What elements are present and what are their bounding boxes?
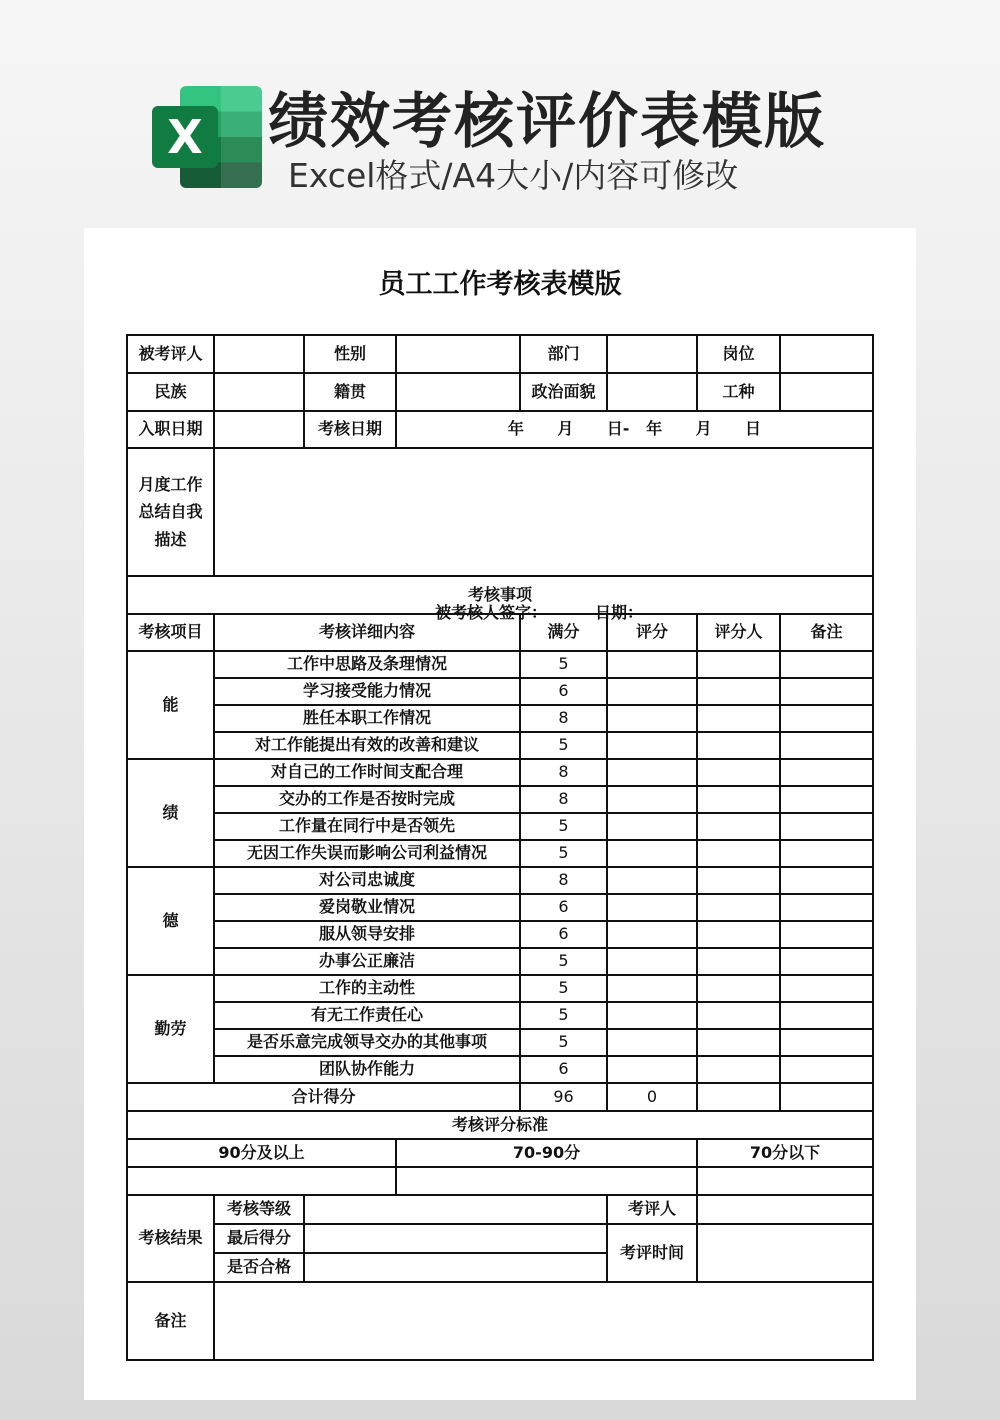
criteria-score[interactable] — [607, 975, 697, 1002]
criteria-scorer[interactable] — [697, 948, 780, 975]
criteria-group-label: 勤劳 — [127, 975, 214, 1083]
value-reviewer[interactable] — [697, 1195, 873, 1224]
criteria-row — [127, 867, 873, 894]
criteria-scorer[interactable] — [697, 975, 780, 1002]
standard-low: 70分以下 — [697, 1139, 873, 1167]
value-political-status[interactable] — [607, 373, 697, 411]
date-year-end: 年 — [646, 419, 663, 439]
criteria-full-score: 6 — [520, 921, 607, 948]
label-review-date: 考核日期 — [304, 411, 396, 448]
criteria-row — [127, 705, 873, 732]
label-political-status: 政治面貌 — [520, 373, 607, 411]
total-score: 0 — [607, 1083, 697, 1111]
label-hire-date: 入职日期 — [127, 411, 214, 448]
criteria-remark[interactable] — [780, 1056, 873, 1083]
criteria-full-score: 5 — [520, 840, 607, 867]
criteria-scorer[interactable] — [697, 921, 780, 948]
col-detail: 考核详细内容 — [214, 614, 520, 651]
criteria-detail: 交办的工作是否按时完成 — [214, 786, 520, 813]
items-header: 考核事项 — [127, 576, 873, 614]
criteria-full-score: 6 — [520, 678, 607, 705]
value-department[interactable] — [607, 335, 697, 373]
criteria-detail: 无因工作失误而影响公司利益情况 — [214, 840, 520, 867]
result-row-2 — [127, 1224, 873, 1253]
label-grade: 考核等级 — [214, 1195, 304, 1224]
criteria-scorer[interactable] — [697, 840, 780, 867]
date-year-start: 年 — [507, 419, 524, 439]
criteria-row — [127, 813, 873, 840]
criteria-remark[interactable] — [780, 840, 873, 867]
criteria-detail: 爱岗敬业情况 — [214, 894, 520, 921]
criteria-full-score: 6 — [520, 1056, 607, 1083]
criteria-score[interactable] — [607, 678, 697, 705]
criteria-score[interactable] — [607, 894, 697, 921]
label-monthly-summary: 月度工作 总结自我 描述 — [127, 448, 214, 576]
criteria-group-label: 能 — [127, 651, 214, 759]
criteria-score[interactable] — [607, 651, 697, 678]
total-full-score: 96 — [520, 1083, 607, 1111]
criteria-full-score: 5 — [520, 651, 607, 678]
criteria-scorer[interactable] — [697, 813, 780, 840]
criteria-score[interactable] — [607, 705, 697, 732]
criteria-detail: 工作量在同行中是否领先 — [214, 813, 520, 840]
criteria-score[interactable] — [607, 732, 697, 759]
criteria-full-score: 6 — [520, 894, 607, 921]
criteria-scorer[interactable] — [697, 1056, 780, 1083]
criteria-row — [127, 651, 873, 678]
value-hire-date[interactable] — [214, 411, 304, 448]
standard-header: 考核评分标准 — [127, 1111, 873, 1139]
standard-mid-value[interactable] — [396, 1167, 697, 1195]
excel-logo-letter: X — [152, 106, 218, 168]
criteria-row — [127, 1029, 873, 1056]
standard-high-value[interactable] — [127, 1167, 396, 1195]
criteria-score[interactable] — [607, 1029, 697, 1056]
criteria-row — [127, 840, 873, 867]
value-position[interactable] — [780, 335, 873, 373]
criteria-group-label: 绩 — [127, 759, 214, 867]
total-label: 合计得分 — [127, 1083, 520, 1111]
label-pass: 是否合格 — [214, 1253, 304, 1282]
criteria-row — [127, 786, 873, 813]
criteria-group-label: 德 — [127, 867, 214, 975]
criteria-remark[interactable] — [780, 705, 873, 732]
criteria-scorer[interactable] — [697, 786, 780, 813]
criteria-scorer[interactable] — [697, 759, 780, 786]
criteria-detail: 是否乐意完成领导交办的其他事项 — [214, 1029, 520, 1056]
info-row-2 — [127, 373, 873, 411]
criteria-detail: 服从领导安排 — [214, 921, 520, 948]
criteria-remark[interactable] — [780, 786, 873, 813]
criteria-score[interactable] — [607, 1002, 697, 1029]
banner-subtitle: Excel格式/A4大小/内容可修改 — [288, 156, 739, 195]
value-final-score[interactable] — [304, 1224, 607, 1253]
col-full-score: 满分 — [520, 614, 607, 651]
col-score: 评分 — [607, 614, 697, 651]
standard-low-value[interactable] — [697, 1167, 873, 1195]
criteria-full-score: 5 — [520, 975, 607, 1002]
remark-value[interactable] — [214, 1282, 873, 1360]
criteria-detail: 工作的主动性 — [214, 975, 520, 1002]
standard-levels-row — [127, 1139, 873, 1167]
criteria-scorer[interactable] — [697, 651, 780, 678]
criteria-remark[interactable] — [780, 759, 873, 786]
date-month-start: 月 — [557, 419, 574, 439]
date-month-end: 月 — [695, 419, 712, 439]
criteria-remark[interactable] — [780, 1029, 873, 1056]
criteria-score[interactable] — [607, 840, 697, 867]
criteria-remark[interactable] — [780, 651, 873, 678]
criteria-scorer[interactable] — [697, 867, 780, 894]
criteria-full-score: 5 — [520, 732, 607, 759]
date-day-end: 日 — [745, 419, 762, 439]
criteria-remark[interactable] — [780, 975, 873, 1002]
criteria-detail: 团队协作能力 — [214, 1056, 520, 1083]
banner-title: 绩效考核评价表模版 — [268, 87, 826, 157]
criteria-row — [127, 1002, 873, 1029]
criteria-score[interactable] — [607, 948, 697, 975]
criteria-full-score: 8 — [520, 759, 607, 786]
criteria-detail: 胜任本职工作情况 — [214, 705, 520, 732]
summary-row — [127, 448, 873, 576]
criteria-row — [127, 921, 873, 948]
criteria-row — [127, 678, 873, 705]
value-grade[interactable] — [304, 1195, 607, 1224]
total-row — [127, 1083, 873, 1111]
criteria-score[interactable] — [607, 921, 697, 948]
criteria-remark[interactable] — [780, 732, 873, 759]
date-day-start: 日- — [606, 419, 630, 439]
review-form-table — [126, 334, 874, 1361]
value-review-date-range[interactable] — [396, 411, 873, 448]
standard-mid: 70-90分 — [396, 1139, 697, 1167]
standard-header-row — [127, 1111, 873, 1139]
criteria-full-score: 5 — [520, 813, 607, 840]
value-review-time[interactable] — [697, 1224, 873, 1282]
criteria-full-score: 8 — [520, 705, 607, 732]
criteria-row — [127, 948, 873, 975]
criteria-detail: 有无工作责任心 — [214, 1002, 520, 1029]
criteria-row — [127, 732, 873, 759]
excel-logo-icon — [152, 86, 264, 188]
col-remark: 备注 — [780, 614, 873, 651]
result-label: 考核结果 — [127, 1195, 214, 1282]
criteria-detail: 对工作能提出有效的改善和建议 — [214, 732, 520, 759]
criteria-detail: 学习接受能力情况 — [214, 678, 520, 705]
criteria-row — [127, 1056, 873, 1083]
criteria-score[interactable] — [607, 1056, 697, 1083]
document-title: 员工工作考核表模版 — [378, 269, 622, 300]
label-review-time: 考评时间 — [607, 1224, 697, 1282]
criteria-score[interactable] — [607, 786, 697, 813]
value-evaluatee[interactable] — [214, 335, 304, 373]
criteria-full-score: 5 — [520, 1029, 607, 1056]
criteria-score[interactable] — [607, 759, 697, 786]
signature-label: 被考核人签字： — [435, 603, 548, 622]
label-position: 岗位 — [697, 335, 780, 373]
label-ethnicity: 民族 — [127, 373, 214, 411]
criteria-scorer[interactable] — [697, 894, 780, 921]
criteria-full-score: 8 — [520, 786, 607, 813]
col-item: 考核项目 — [127, 614, 214, 651]
result-row-1 — [127, 1195, 873, 1224]
criteria-score[interactable] — [607, 813, 697, 840]
info-row-3 — [127, 411, 873, 448]
banner — [0, 0, 1000, 220]
value-gender[interactable] — [396, 335, 520, 373]
criteria-detail: 对自己的工作时间支配合理 — [214, 759, 520, 786]
criteria-score[interactable] — [607, 867, 697, 894]
label-job-type: 工种 — [697, 373, 780, 411]
total-remark[interactable] — [780, 1083, 873, 1111]
criteria-remark[interactable] — [780, 1002, 873, 1029]
value-job-type[interactable] — [780, 373, 873, 411]
criteria-full-score: 5 — [520, 1002, 607, 1029]
criteria-remark[interactable] — [780, 921, 873, 948]
criteria-scorer[interactable] — [697, 705, 780, 732]
criteria-body — [127, 651, 873, 1083]
label-evaluatee: 被考评人 — [127, 335, 214, 373]
label-department: 部门 — [520, 335, 607, 373]
total-scorer[interactable] — [697, 1083, 780, 1111]
criteria-scorer[interactable] — [697, 1002, 780, 1029]
col-scorer: 评分人 — [697, 614, 780, 651]
label-reviewer: 考评人 — [607, 1195, 697, 1224]
standard-values-row — [127, 1167, 873, 1195]
standard-high: 90分及以上 — [127, 1139, 396, 1167]
value-native-place[interactable] — [396, 373, 520, 411]
criteria-row — [127, 894, 873, 921]
criteria-remark[interactable] — [780, 948, 873, 975]
info-row-1 — [127, 335, 873, 373]
remark-label: 备注 — [127, 1282, 214, 1360]
criteria-full-score: 8 — [520, 867, 607, 894]
signature-date-label: 日期： — [595, 603, 644, 622]
criteria-detail: 办事公正廉洁 — [214, 948, 520, 975]
label-gender: 性别 — [304, 335, 396, 373]
criteria-remark[interactable] — [780, 894, 873, 921]
label-final-score: 最后得分 — [214, 1224, 304, 1253]
criteria-scorer[interactable] — [697, 732, 780, 759]
criteria-remark[interactable] — [780, 678, 873, 705]
criteria-detail: 对公司忠诚度 — [214, 867, 520, 894]
criteria-row — [127, 975, 873, 1002]
value-pass[interactable] — [304, 1253, 607, 1282]
criteria-scorer[interactable] — [697, 1029, 780, 1056]
criteria-row — [127, 759, 873, 786]
criteria-detail: 工作中思路及条理情况 — [214, 651, 520, 678]
criteria-remark[interactable] — [780, 867, 873, 894]
criteria-remark[interactable] — [780, 813, 873, 840]
criteria-scorer[interactable] — [697, 678, 780, 705]
remark-row — [127, 1282, 873, 1360]
value-ethnicity[interactable] — [214, 373, 304, 411]
criteria-full-score: 5 — [520, 948, 607, 975]
label-native-place: 籍贯 — [304, 373, 396, 411]
